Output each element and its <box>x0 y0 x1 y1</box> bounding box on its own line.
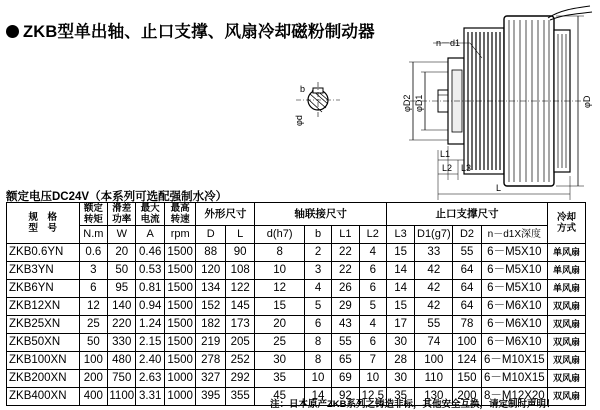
value-cell: 400 <box>79 388 107 406</box>
unit-current: A <box>136 226 164 244</box>
value-cell: 3 <box>79 262 107 280</box>
value-cell: 6－M5X10 <box>481 262 547 280</box>
unit-d: d(h7) <box>255 226 304 244</box>
value-cell: 327 <box>196 370 225 388</box>
value-cell: 3 <box>304 262 331 280</box>
unit-D2: D2 <box>453 226 481 244</box>
table-units-row <box>7 226 586 244</box>
unit-n-d1: n－d1X深度 <box>481 226 547 244</box>
label-b: b <box>300 84 306 94</box>
value-cell: 1.24 <box>136 316 164 334</box>
value-cell: 1100 <box>108 388 136 406</box>
value-cell: 480 <box>108 352 136 370</box>
value-cell: 6－M6X10 <box>481 298 547 316</box>
model-cell: ZKB200XN <box>7 370 80 388</box>
value-cell: 110 <box>415 370 453 388</box>
value-cell: 2.63 <box>136 370 164 388</box>
cooling-cell: 单风扇 <box>548 280 586 298</box>
value-cell: 4 <box>304 280 331 298</box>
cooling-cell: 双风扇 <box>548 334 586 352</box>
value-cell: 6 <box>359 262 386 280</box>
value-cell: 750 <box>108 370 136 388</box>
value-cell: 152 <box>196 298 225 316</box>
value-cell: 64 <box>453 298 481 316</box>
model-cell: ZKB3YN <box>7 262 80 280</box>
value-cell: 92 <box>332 388 359 406</box>
value-cell: 55 <box>453 244 481 262</box>
unit-torque: N.m <box>79 226 107 244</box>
value-cell: 30 <box>255 352 304 370</box>
col-coupling: 轴联接尺寸 <box>255 203 387 226</box>
value-cell: 0.6 <box>79 244 107 262</box>
spec-table-body <box>7 244 586 406</box>
table-header-row <box>7 203 586 226</box>
model-cell: ZKB0.6YN <box>7 244 80 262</box>
value-cell: 15 <box>255 298 304 316</box>
value-cell: 1500 <box>164 244 196 262</box>
value-cell: 252 <box>225 352 254 370</box>
value-cell: 29 <box>332 298 359 316</box>
value-cell: 1500 <box>164 280 196 298</box>
value-cell: 6－M10X15 <box>481 370 547 388</box>
value-cell: 10 <box>304 370 331 388</box>
value-cell: 1500 <box>164 262 196 280</box>
col-spigot: 止口支撑尺寸 <box>386 203 547 226</box>
label-D: φD <box>582 95 592 108</box>
value-cell: 55 <box>415 316 453 334</box>
col-cooling: 冷却 方式 <box>548 203 586 244</box>
col-speed: 最高 转速 <box>164 203 196 226</box>
value-cell: 14 <box>304 388 331 406</box>
table-row <box>7 280 586 298</box>
value-cell: 42 <box>415 262 453 280</box>
value-cell: 100 <box>79 352 107 370</box>
value-cell: 130 <box>415 388 453 406</box>
value-cell: 0.94 <box>136 298 164 316</box>
value-cell: 145 <box>225 298 254 316</box>
table-row <box>7 262 586 280</box>
value-cell: 20 <box>108 244 136 262</box>
value-cell: 0.53 <box>136 262 164 280</box>
value-cell: 6－M10X15 <box>481 352 547 370</box>
value-cell: 8 <box>304 352 331 370</box>
value-cell: 100 <box>415 352 453 370</box>
value-cell: 6 <box>304 316 331 334</box>
footnote: 注：日本原产ZKB系列之铸造非标，其他安全互换，请定制时声明！ <box>270 399 556 410</box>
unit-power: W <box>108 226 136 244</box>
value-cell: 65 <box>332 352 359 370</box>
cooling-cell: 双风扇 <box>548 352 586 370</box>
value-cell: 219 <box>196 334 225 352</box>
value-cell: 0.81 <box>136 280 164 298</box>
value-cell: 35 <box>255 370 304 388</box>
value-cell: 124 <box>453 352 481 370</box>
value-cell: 134 <box>196 280 225 298</box>
cooling-cell: 双风扇 <box>548 388 586 406</box>
value-cell: 28 <box>386 352 414 370</box>
value-cell: 15 <box>386 298 414 316</box>
unit-D1: D1(g7) <box>415 226 453 244</box>
value-cell: 8 <box>304 334 331 352</box>
value-cell: 4 <box>359 316 386 334</box>
unit-L3: L3 <box>386 226 414 244</box>
value-cell: 200 <box>79 370 107 388</box>
label-n-d1: n－d1 <box>436 38 461 48</box>
value-cell: 182 <box>196 316 225 334</box>
value-cell: 1500 <box>164 298 196 316</box>
value-cell: 6 <box>359 280 386 298</box>
value-cell: 1500 <box>164 352 196 370</box>
brake-body <box>409 6 592 200</box>
value-cell: 220 <box>108 316 136 334</box>
cooling-cell: 单风扇 <box>548 244 586 262</box>
table-row <box>7 244 586 262</box>
value-cell: 4 <box>359 244 386 262</box>
value-cell: 1500 <box>164 334 196 352</box>
value-cell: 43 <box>332 316 359 334</box>
value-cell: 1000 <box>164 388 196 406</box>
value-cell: 2.40 <box>136 352 164 370</box>
col-dimensions: 外形尺寸 <box>196 203 255 226</box>
col-current: 最大 电流 <box>136 203 164 226</box>
value-cell: 205 <box>225 334 254 352</box>
value-cell: 2.15 <box>136 334 164 352</box>
value-cell: 45 <box>255 388 304 406</box>
value-cell: 6－M6X10 <box>481 316 547 334</box>
value-cell: 74 <box>415 334 453 352</box>
value-cell: 12 <box>255 280 304 298</box>
cooling-cell: 双风扇 <box>548 370 586 388</box>
value-cell: 6－M5X10 <box>481 280 547 298</box>
value-cell: 2 <box>304 244 331 262</box>
value-cell: 64 <box>453 262 481 280</box>
value-cell: 200 <box>453 388 481 406</box>
table-row <box>7 334 586 352</box>
value-cell: 12.5 <box>359 388 386 406</box>
voltage-note: 额定电压DC24V（本系列可选配强制水冷） <box>6 191 228 203</box>
value-cell: 17 <box>386 316 414 334</box>
value-cell: 55 <box>332 334 359 352</box>
unit-speed: rpm <box>164 226 196 244</box>
model-cell: ZKB25XN <box>7 316 80 334</box>
label-L1: L1 <box>440 149 451 159</box>
value-cell: 33 <box>415 244 453 262</box>
cooling-cell: 单风扇 <box>548 262 586 280</box>
value-cell: 12 <box>79 298 107 316</box>
value-cell: 22 <box>332 262 359 280</box>
value-cell: 1000 <box>164 370 196 388</box>
value-cell: 122 <box>225 280 254 298</box>
unit-L2: L2 <box>359 226 386 244</box>
value-cell: 6－M5X10 <box>481 244 547 262</box>
page-title-text: ZKB型单出轴、止口支撑、风扇冷却磁粉制动器 <box>23 23 375 41</box>
unit-L: L <box>225 226 254 244</box>
value-cell: 30 <box>386 370 414 388</box>
value-cell: 6 <box>79 280 107 298</box>
value-cell: 6－M6X10 <box>481 334 547 352</box>
value-cell: 6 <box>359 334 386 352</box>
label-D2: φD2 <box>402 94 412 112</box>
value-cell: 100 <box>453 334 481 352</box>
label-L3: L3 <box>461 163 472 173</box>
value-cell: 0.46 <box>136 244 164 262</box>
value-cell: 95 <box>108 280 136 298</box>
model-cell: ZKB6YN <box>7 280 80 298</box>
spec-table <box>6 202 586 406</box>
unit-L1: L1 <box>332 226 359 244</box>
value-cell: 26 <box>332 280 359 298</box>
value-cell: 42 <box>415 280 453 298</box>
value-cell: 50 <box>79 334 107 352</box>
value-cell: 64 <box>453 280 481 298</box>
value-cell: 88 <box>196 244 225 262</box>
label-d: φd <box>294 115 304 126</box>
unit-b: b <box>304 226 331 244</box>
model-cell: ZKB100XN <box>7 352 80 370</box>
value-cell: 14 <box>386 280 414 298</box>
table-row <box>7 352 586 370</box>
value-cell: 5 <box>359 298 386 316</box>
brake-drawing <box>0 0 600 200</box>
cooling-cell: 双风扇 <box>548 316 586 334</box>
col-torque: 额定 转矩 <box>79 203 107 226</box>
model-cell: ZKB50XN <box>7 334 80 352</box>
value-cell: 1500 <box>164 316 196 334</box>
value-cell: 3.31 <box>136 388 164 406</box>
value-cell: 330 <box>108 334 136 352</box>
label-D1: φD1 <box>414 94 424 112</box>
col-model: 规 格 型 号 <box>7 203 80 244</box>
value-cell: 150 <box>453 370 481 388</box>
value-cell: 30 <box>386 334 414 352</box>
value-cell: 35 <box>386 388 414 406</box>
value-cell: 20 <box>255 316 304 334</box>
table-row <box>7 298 586 316</box>
label-L: L <box>496 183 502 193</box>
value-cell: 10 <box>359 370 386 388</box>
table-row <box>7 316 586 334</box>
value-cell: 395 <box>196 388 225 406</box>
value-cell: 7 <box>359 352 386 370</box>
model-cell: ZKB400XN <box>7 388 80 406</box>
value-cell: 355 <box>225 388 254 406</box>
unit-D: D <box>196 226 225 244</box>
model-cell: ZKB12XN <box>7 298 80 316</box>
value-cell: 292 <box>225 370 254 388</box>
value-cell: 90 <box>225 244 254 262</box>
table-row <box>7 370 586 388</box>
value-cell: 120 <box>196 262 225 280</box>
value-cell: 8 <box>255 244 304 262</box>
value-cell: 278 <box>196 352 225 370</box>
value-cell: 173 <box>225 316 254 334</box>
value-cell: 8－M12X20 <box>481 388 547 406</box>
cooling-cell: 双风扇 <box>548 298 586 316</box>
value-cell: 69 <box>332 370 359 388</box>
value-cell: 15 <box>386 244 414 262</box>
value-cell: 10 <box>255 262 304 280</box>
col-power: 滑差 功率 <box>108 203 136 226</box>
value-cell: 14 <box>386 262 414 280</box>
value-cell: 5 <box>304 298 331 316</box>
value-cell: 108 <box>225 262 254 280</box>
label-L2: L2 <box>442 163 453 173</box>
value-cell: 22 <box>332 244 359 262</box>
value-cell: 25 <box>255 334 304 352</box>
value-cell: 140 <box>108 298 136 316</box>
value-cell: 78 <box>453 316 481 334</box>
value-cell: 25 <box>79 316 107 334</box>
value-cell: 50 <box>108 262 136 280</box>
value-cell: 42 <box>415 298 453 316</box>
